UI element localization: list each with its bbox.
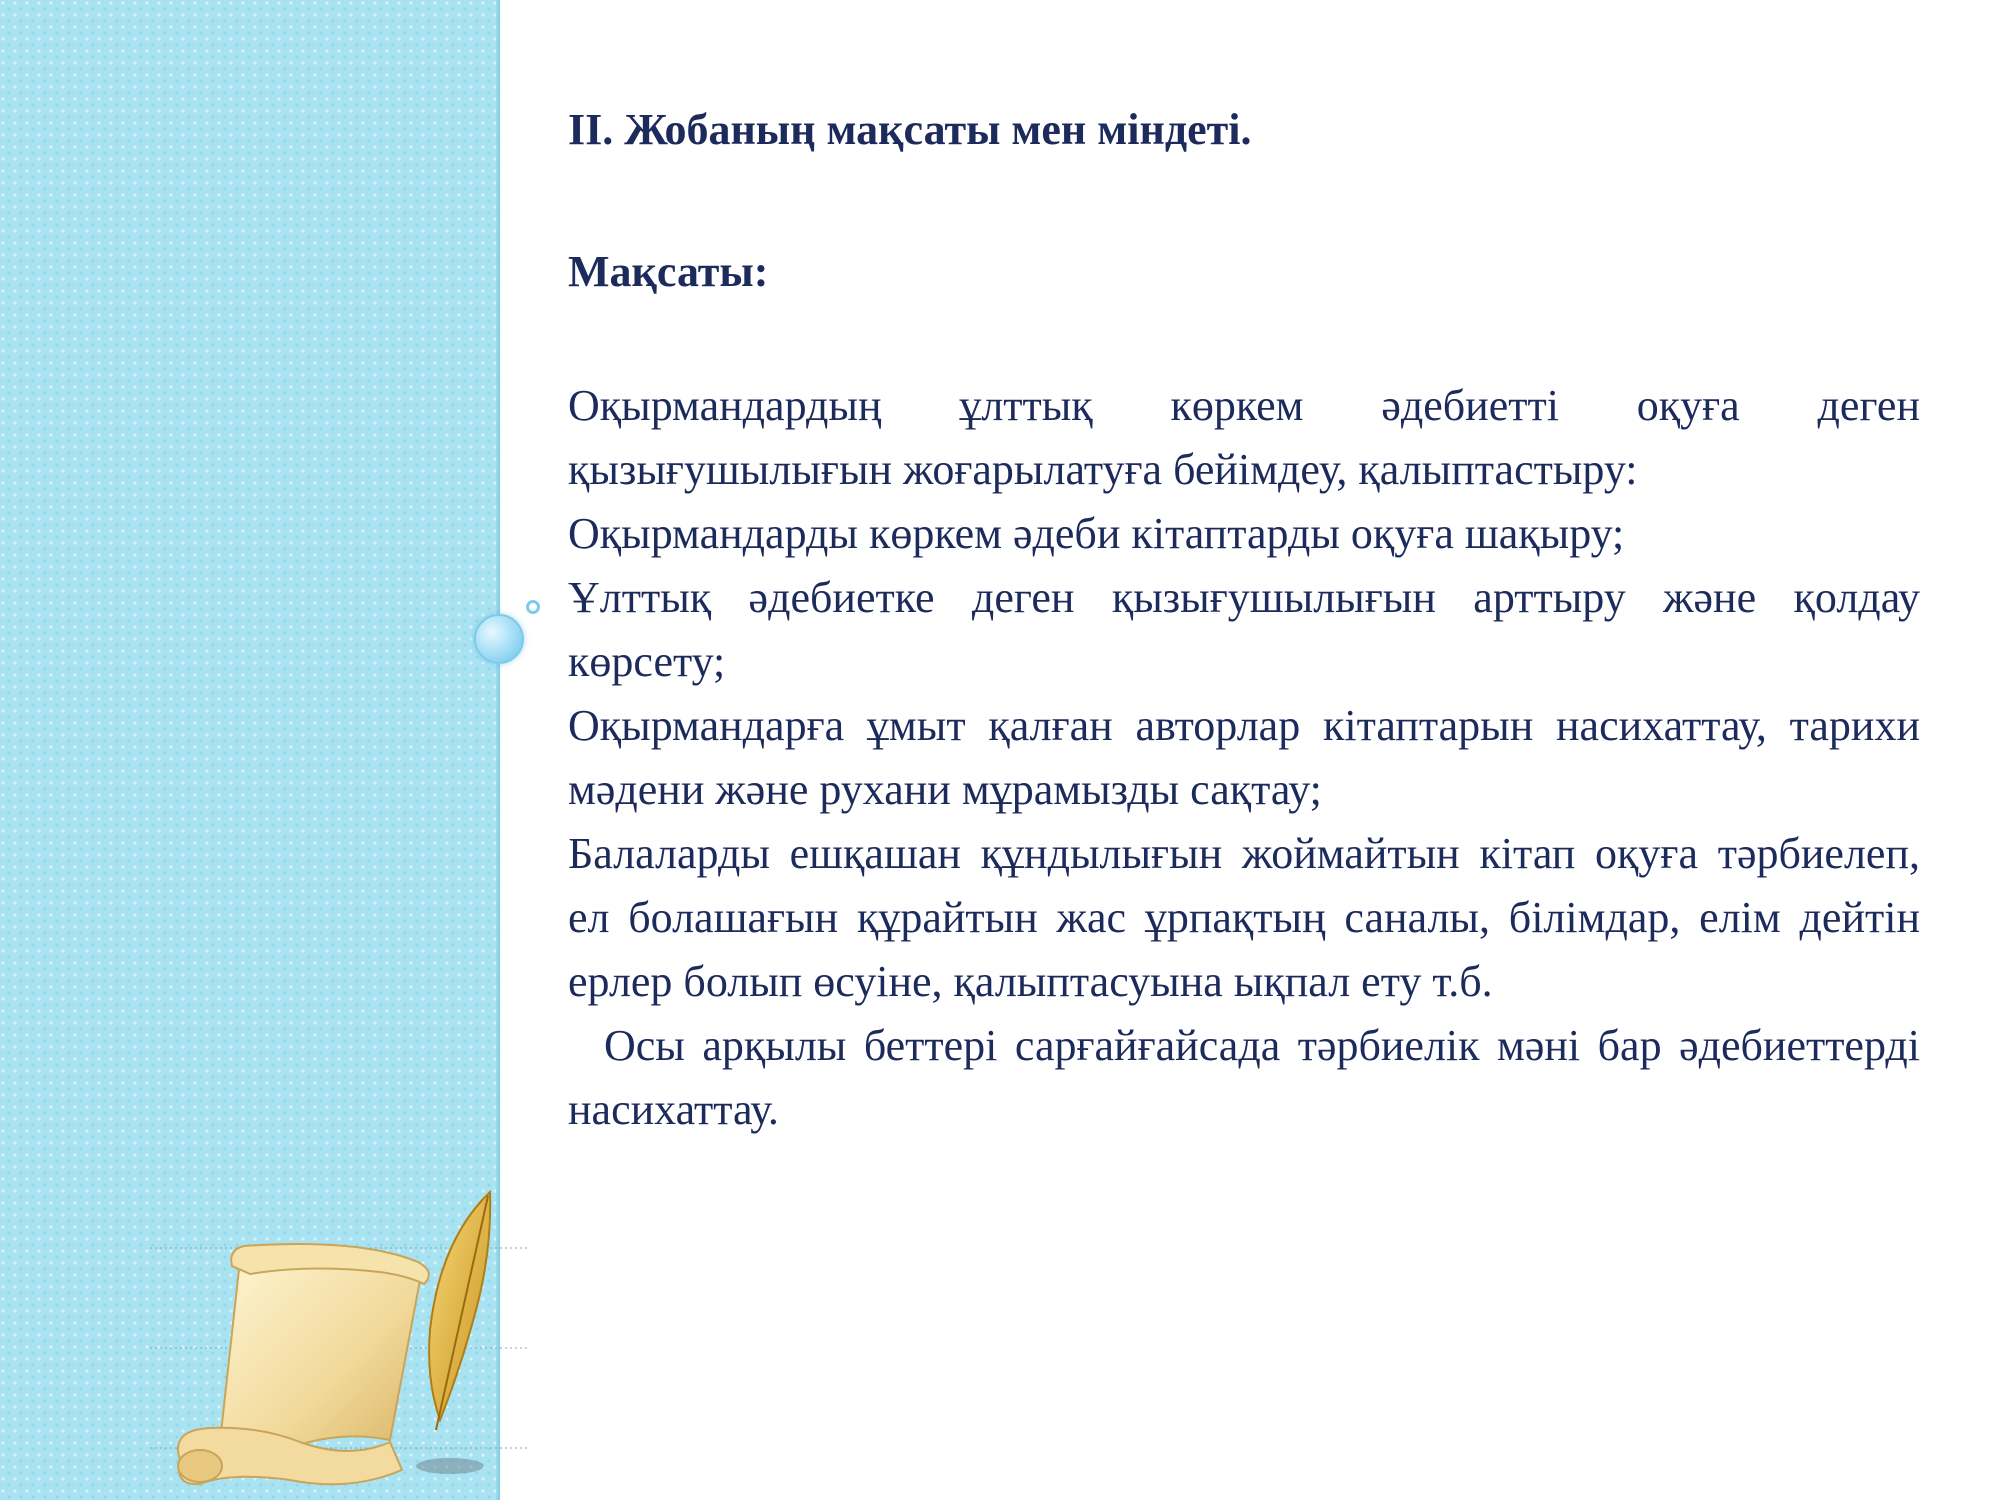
slide-heading: ІІ. Жобаның мақсаты мен міндеті. [568, 105, 1252, 154]
bubble-small-icon [526, 600, 540, 614]
paragraph: Оқырмандардың ұлттық көркем әдебиетті оқуға деген қызығушылығын жоғарылатуға бейімдеу, қалыптастыру: [568, 381, 1920, 494]
paragraph: Балаларды ешқашан құндылығын жоймайтын кітап оқуға тәрбиелеп, ел болашағын құрайтын жас ұрпақтың саналы, білімдар, елім дейтін ерлер болып өсуіне, қалыптасуына ықпал ету т.б. [568, 829, 1920, 1006]
spacer [568, 312, 1920, 374]
paragraph: Оқырмандарға ұмыт қалған авторлар кітаптарын насихаттау, тарихи мәдени және рухани мұрамызды сақтау; [568, 701, 1920, 814]
spacer [568, 170, 1920, 232]
paragraph: Ұлттық әдебиетке деген қызығушылығын арттыру және қолдау көрсету; [568, 573, 1920, 686]
parchment-scroll-quill-icon [140, 1180, 540, 1500]
slide-content [568, 90, 1920, 1142]
paragraph: Осы арқылы беттері сарғайғайсада тәрбиелік мәні бар әдебиеттерді насихаттау. [568, 1021, 1920, 1134]
bubble-large-icon [474, 614, 524, 664]
paragraph: Оқырмандарды көркем әдеби кітаптарды оқуға шақыру; [568, 509, 1625, 558]
goal-label: Мақсаты: [568, 247, 769, 296]
